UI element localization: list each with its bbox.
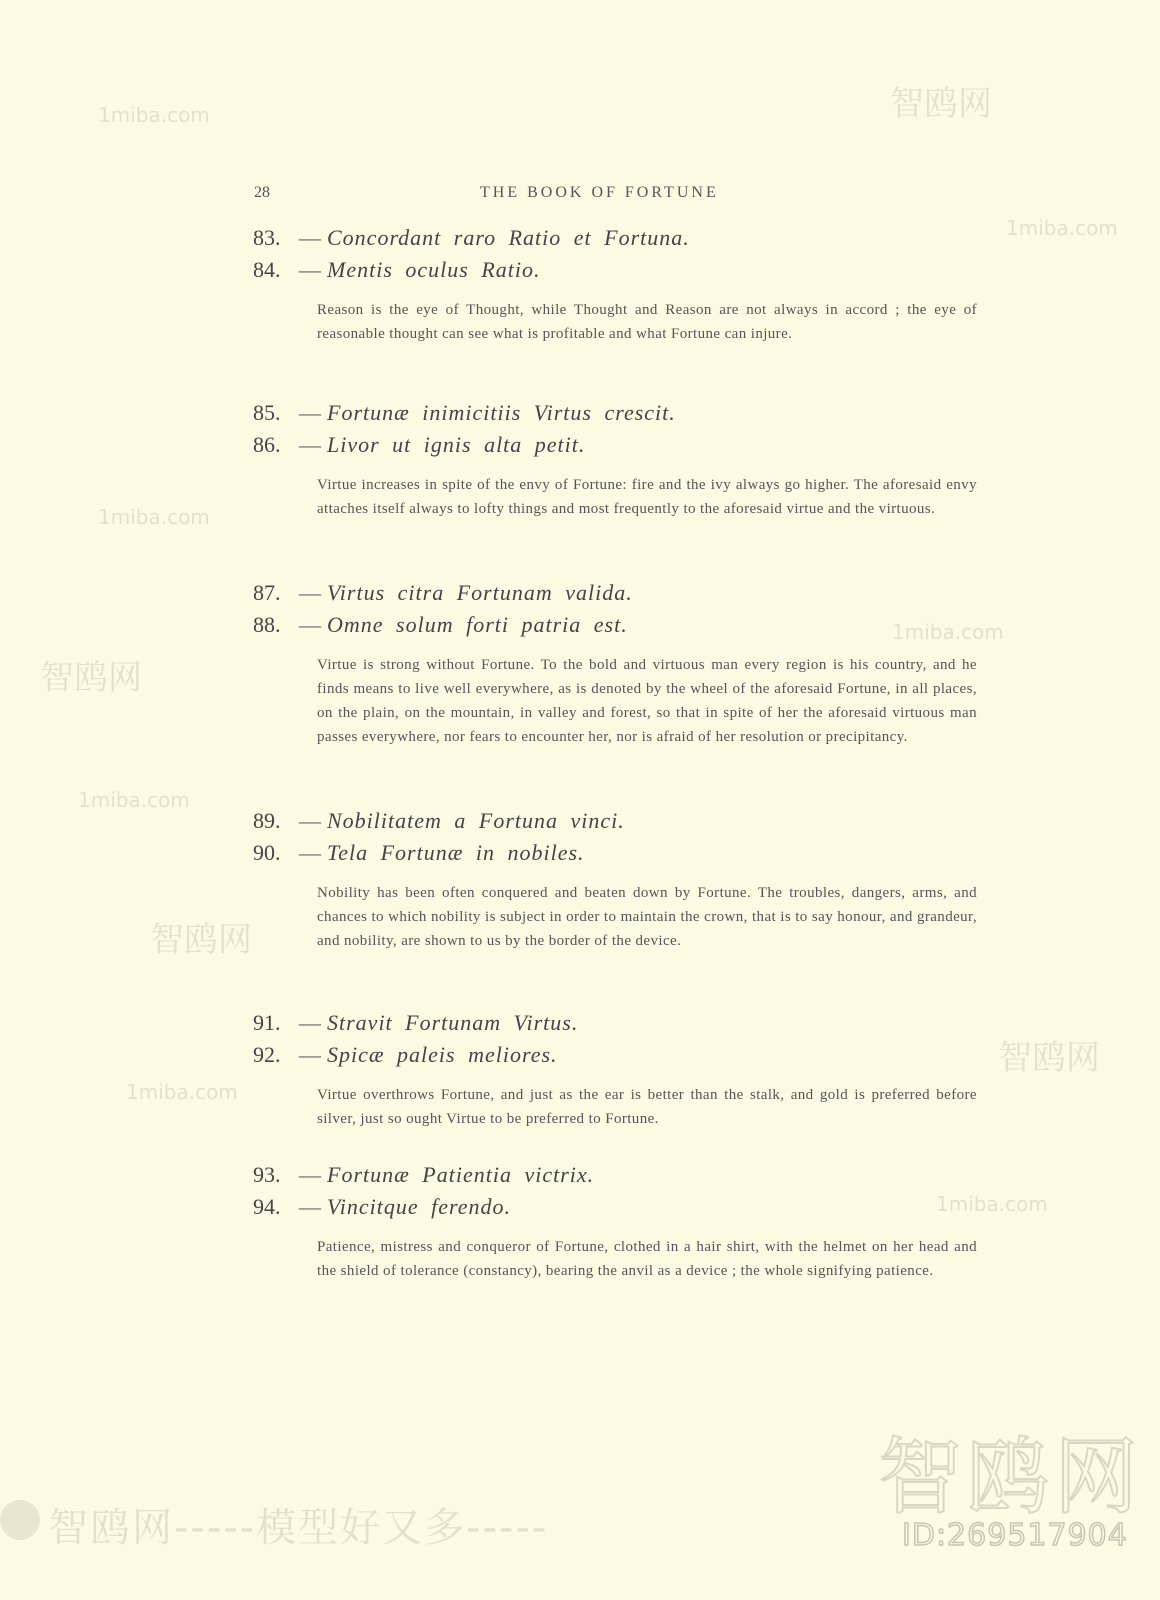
motto-latin: Nobilitatem a Fortuna vinci. bbox=[327, 808, 625, 833]
motto-latin: Tela Fortunæ in nobiles. bbox=[327, 840, 585, 865]
motto-latin: Concordant raro Ratio et Fortuna. bbox=[327, 225, 690, 250]
watermark-site: 1miba.com bbox=[126, 1080, 238, 1104]
motto-83 bbox=[253, 222, 977, 254]
motto-number: 94. bbox=[253, 1194, 281, 1219]
motto-dash: — bbox=[299, 1042, 321, 1067]
motto-number: 83. bbox=[253, 225, 281, 250]
motto-92 bbox=[253, 1039, 977, 1071]
motto-number: 88. bbox=[253, 612, 281, 637]
watermark-brand: 智鸥网 bbox=[890, 84, 992, 124]
motto-number: 86. bbox=[253, 432, 281, 457]
watermark-site: 1miba.com bbox=[78, 788, 190, 812]
watermark-brand: 智鸥网 bbox=[998, 1038, 1100, 1078]
motto-90 bbox=[253, 837, 977, 869]
motto-dash: — bbox=[299, 1010, 321, 1035]
watermark-logo-icon bbox=[0, 1500, 40, 1540]
motto-latin: Vincitque ferendo. bbox=[327, 1194, 512, 1219]
motto-latin: Omne solum forti patria est. bbox=[327, 612, 628, 637]
motto-number: 90. bbox=[253, 840, 281, 865]
watermark-site: 1miba.com bbox=[936, 1192, 1048, 1216]
motto-dash: — bbox=[299, 1162, 321, 1187]
motto-85 bbox=[253, 397, 977, 429]
motto-latin: Fortunæ inimicitiis Virtus crescit. bbox=[327, 400, 676, 425]
motto-87 bbox=[253, 577, 977, 609]
motto-number: 85. bbox=[253, 400, 281, 425]
page-number: 28 bbox=[254, 184, 270, 201]
motto-91 bbox=[253, 1007, 977, 1039]
motto-dash: — bbox=[299, 1194, 321, 1219]
entry-91-92 bbox=[253, 1007, 977, 1131]
entry-93-94 bbox=[253, 1159, 977, 1283]
motto-86 bbox=[253, 429, 977, 461]
motto-latin: Spicæ paleis meliores. bbox=[327, 1042, 558, 1067]
motto-number: 92. bbox=[253, 1042, 281, 1067]
motto-dash: — bbox=[299, 432, 321, 457]
watermark-site: 1miba.com bbox=[98, 505, 210, 529]
motto-93 bbox=[253, 1159, 977, 1191]
entry-87-88 bbox=[253, 577, 977, 749]
motto-dash: — bbox=[299, 612, 321, 637]
motto-dash: — bbox=[299, 580, 321, 605]
motto-84 bbox=[253, 254, 977, 286]
motto-number: 91. bbox=[253, 1010, 281, 1035]
motto-94 bbox=[253, 1191, 977, 1223]
running-title: THE BOOK OF FORTUNE bbox=[480, 184, 719, 201]
motto-latin: Virtus citra Fortunam valida. bbox=[327, 580, 633, 605]
commentary-paragraph: Reason is the eye of Thought, while Thought and Reason are not always in accord ; the eye of reasonable thought can see what is profitable and what Fortune can injure. bbox=[317, 302, 977, 342]
commentary-paragraph: Virtue overthrows Fortune, and just as the ear is better than the stalk, and gold is preferred before silver, just so ought Virtue to be preferred to Fortune. bbox=[317, 1087, 977, 1127]
motto-latin: Stravit Fortunam Virtus. bbox=[327, 1010, 579, 1035]
entry-83-84 bbox=[253, 222, 977, 346]
motto-latin: Mentis oculus Ratio. bbox=[327, 257, 541, 282]
watermark-brand-large: 智鸥网 bbox=[878, 1428, 1143, 1526]
motto-number: 87. bbox=[253, 580, 281, 605]
motto-latin: Livor ut ignis alta petit. bbox=[327, 432, 586, 457]
motto-latin: Fortunæ Patientia victrix. bbox=[327, 1162, 595, 1187]
watermark-slogan: 智鸥网-----模型好又多----- bbox=[48, 1505, 549, 1551]
motto-dash: — bbox=[299, 808, 321, 833]
watermark-site: 1miba.com bbox=[1006, 216, 1118, 240]
motto-number: 89. bbox=[253, 808, 281, 833]
watermark-site: 1miba.com bbox=[892, 620, 1004, 644]
watermark-site: 1miba.com bbox=[98, 103, 210, 127]
entry-85-86 bbox=[253, 397, 977, 521]
motto-dash: — bbox=[299, 225, 321, 250]
motto-dash: — bbox=[299, 400, 321, 425]
watermark-brand: 智鸥网 bbox=[40, 658, 142, 698]
entry-89-90 bbox=[253, 805, 977, 953]
motto-number: 84. bbox=[253, 257, 281, 282]
watermark-id: ID:269517904 bbox=[902, 1518, 1128, 1553]
commentary-paragraph: Virtue is strong without Fortune. To the bold and virtuous man every region is his country, and he finds means to live well everywhere, as is denoted by the wheel of the aforesaid Fortune, in all places, on the plain, on the mountain, in valley and forest, so that in spite of her the aforesaid virtuous man passes everywhere, nor fears to encounter her, nor is afraid of her resolution or precipitancy. bbox=[317, 657, 977, 745]
motto-dash: — bbox=[299, 840, 321, 865]
motto-dash: — bbox=[299, 257, 321, 282]
commentary-paragraph: Patience, mistress and conqueror of Fortune, clothed in a hair shirt, with the helmet on her head and the shield of tolerance (constancy), bearing the anvil as a device ; the whole signifying patience. bbox=[317, 1239, 977, 1279]
commentary-paragraph: Nobility has been often conquered and beaten down by Fortune. The troubles, dangers, arms, and chances to which nobility is subject in order to maintain the crown, that is to say honour, and grandeur, and nobility, are shown to us by the border of the device. bbox=[317, 885, 977, 949]
motto-89 bbox=[253, 805, 977, 837]
motto-number: 93. bbox=[253, 1162, 281, 1187]
watermark-brand: 智鸥网 bbox=[150, 920, 252, 960]
motto-88 bbox=[253, 609, 977, 641]
commentary-paragraph: Virtue increases in spite of the envy of Fortune: fire and the ivy always go higher. The aforesaid envy attaches itself always to lofty things and most frequently to the aforesaid virtue and the virtuous. bbox=[317, 477, 977, 517]
